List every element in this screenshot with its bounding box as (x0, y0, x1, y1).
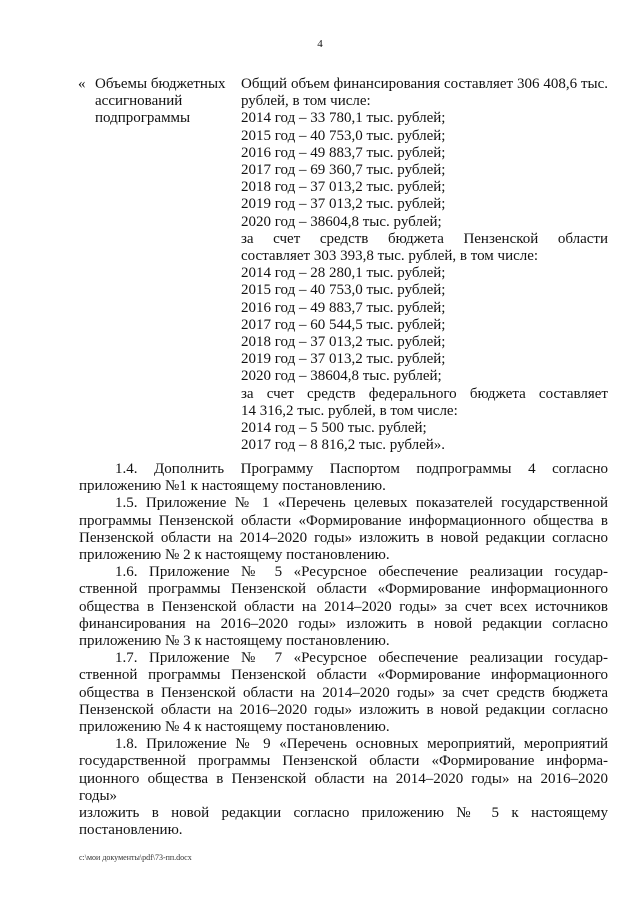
paragraph-line: приложению № 3 к настоящему постановлению. (79, 633, 390, 650)
document-body (79, 461, 608, 839)
passport-value-line: 2020 год – 38604,8 тыс. рублей; (241, 213, 442, 230)
paragraph-line: 1.8. Приложение № 9 «Перечень основных мероприятий, мероприятий (115, 736, 608, 753)
passport-value-cell (241, 76, 608, 454)
page-number: 4 (317, 38, 323, 50)
footer-file-path: c:\мои документы\pdf\73-пп.docx (79, 853, 192, 862)
passport-value-line: 14 316,2 тыс. рублей, в том числе: (241, 402, 458, 419)
passport-value-line: составляет 303 393,8 тыс. рублей, в том числе: (241, 248, 539, 265)
paragraph-line: 1.7. Приложение № 7 «Ресурсное обеспечение реализации государ- (115, 650, 608, 667)
paragraph-1-4 (79, 461, 608, 495)
passport-value-line: за счет средств федерального бюджета составляет (241, 385, 608, 402)
passport-value-line: 2020 год – 38604,8 тыс. рублей; (241, 368, 442, 385)
passport-value-line: рублей, в том числе: (241, 93, 371, 110)
passport-label-line: подпрограммы (95, 110, 191, 127)
passport-value-line: 2019 год – 37 013,2 тыс. рублей; (241, 196, 446, 213)
paragraph-line: ственной программы Пензенской области «Формирование информационного (79, 667, 608, 684)
paragraph-line: ственной программы Пензенской области «Формирование информационного (79, 581, 608, 598)
passport-value-line: 2014 год – 5 500 тыс. рублей; (241, 420, 427, 437)
paragraph-line: приложению № 4 к настоящему постановлению. (79, 719, 390, 736)
opening-quote: « (78, 76, 86, 92)
passport-label-line: ассигнований (95, 93, 183, 110)
paragraph-line: государственной программы Пензенской области «Формирование информа- (79, 753, 608, 770)
passport-value-line: 2016 год – 49 883,7 тыс. рублей; (241, 299, 446, 316)
paragraph-line: приложению № 2 к настоящему постановлению. (79, 547, 390, 564)
passport-value-line: Общий объем финансирования составляет 306 408,6 тыс. (241, 76, 608, 92)
paragraph-line: финансирования на 2016–2020 годы» изложить в новой редакции согласно (79, 615, 608, 632)
paragraph-line: 1.6. Приложение № 5 «Ресурсное обеспечение реализации государ- (115, 564, 608, 581)
passport-label-line: Объемы бюджетных (95, 76, 226, 92)
passport-value-line: 2014 год – 33 780,1 тыс. рублей; (241, 110, 446, 127)
paragraph-line: общества в Пензенской области на 2014–2020 годы» за счет средств бюджета (79, 684, 608, 701)
paragraph-1-6 (79, 564, 608, 650)
paragraph-line: ционного общества в Пензенской области на 2014–2020 годы» на 2016–2020 годы» (79, 770, 608, 804)
passport-value-line: 2017 год – 69 360,7 тыс. рублей; (241, 162, 446, 179)
paragraph-1-5 (79, 495, 608, 564)
passport-value-line: 2018 год – 37 013,2 тыс. рублей; (241, 334, 446, 351)
paragraph-line: 1.5. Приложение № 1 «Перечень целевых показателей государственной (115, 495, 608, 512)
passport-value-line: 2015 год – 40 753,0 тыс. рублей; (241, 282, 446, 299)
paragraph-line: Пензенской области на 2014–2020 годы» изложить в новой редакции согласно (79, 529, 608, 546)
paragraph-line: постановлению. (79, 822, 183, 839)
passport-label-cell (78, 76, 241, 454)
paragraph-line: общества в Пензенской области на 2014–2020 годы» за счет всех источников (79, 598, 608, 615)
passport-value-line: 2018 год – 37 013,2 тыс. рублей; (241, 179, 446, 196)
paragraph-line: приложению №1 к настоящему постановлению. (79, 478, 386, 495)
paragraph-line: 1.4. Дополнить Программу Паспортом подпрограммы 4 согласно (115, 461, 608, 477)
paragraph-line: Пензенской области на 2016–2020 годы» изложить в новой редакции согласно (79, 701, 608, 718)
passport-value-line: за счет средств бюджета Пензенской области (241, 230, 608, 247)
passport-value-line: 2016 год – 49 883,7 тыс. рублей; (241, 144, 446, 161)
passport-value-line: 2017 год – 8 816,2 тыс. рублей». (241, 437, 446, 454)
passport-value-line: 2017 год – 60 544,5 тыс. рублей; (241, 316, 446, 333)
passport-value-line: 2015 год – 40 753,0 тыс. рублей; (241, 127, 446, 144)
paragraph-1-7 (79, 650, 608, 736)
paragraph-line: программы Пензенской области «Формирование информационного общества в (79, 512, 608, 529)
passport-row-budget (78, 76, 608, 454)
passport-value-line: 2019 год – 37 013,2 тыс. рублей; (241, 351, 446, 368)
paragraph-line: изложить в новой редакции согласно приложению № 5 к настоящему (79, 805, 608, 822)
paragraph-1-8 (79, 736, 608, 839)
passport-value-line: 2014 год – 28 280,1 тыс. рублей; (241, 265, 446, 282)
passport-table (78, 76, 608, 454)
